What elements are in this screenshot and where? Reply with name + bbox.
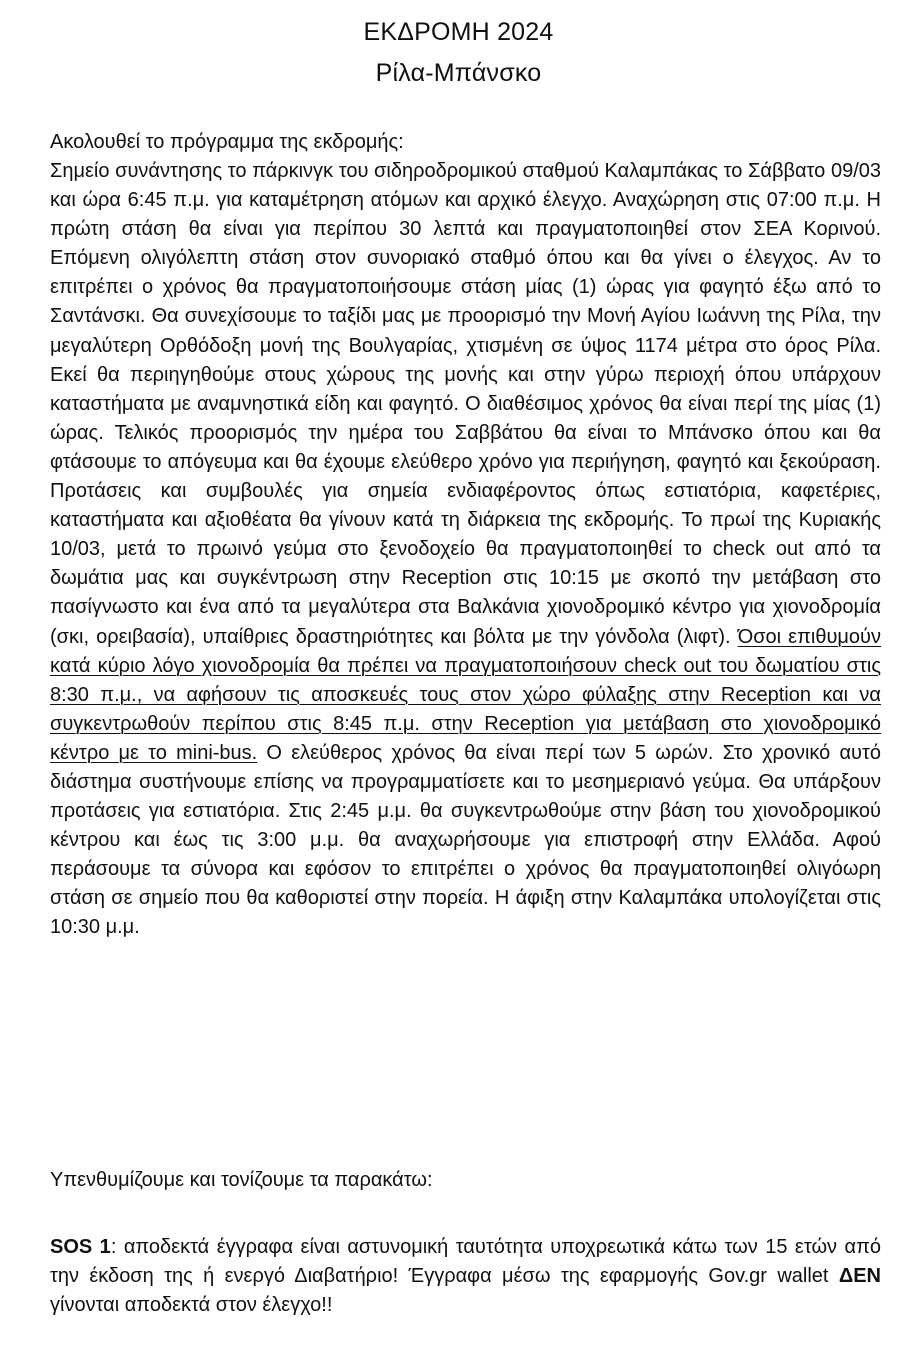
document-title: ΕΚΔΡΟΜΗ 2024	[363, 18, 554, 46]
sos-notice	[50, 1233, 881, 1320]
sos-text-1: : αποδεκτά έγγραφα είναι αστυνομική ταυτότητα υποχρεωτικά κάτω των 15 ετών από την έκδοση της ή ενεργό Διαβατήριο! Έγγραφα μέσω της εφαρμογής Gov.gr wallet	[50, 1236, 881, 1288]
sos-label: SOS 1	[50, 1236, 111, 1258]
document-subtitle: Ρίλα-Μπάνσκο	[375, 59, 542, 87]
ski-instructions-underlined: Όσοι επιθυμούν κατά κύριο λόγο χιονοδρομία θα πρέπει να πραγματοποιήσουν check out του δωματίου στις 8:30 π.μ., να αφήσουν τις αποσκευές τους στον χώρο φύλαξης στην Reception και να συγκεντρωθούν περίπου στις 8:45 π.μ. στην Reception για μετάβαση στο χιονοδρομικό κέντρο με το mini-bus.	[50, 625, 881, 764]
program-paragraph	[50, 157, 881, 943]
program-text-part2: Ο ελεύθερος χρόνος θα είναι περί των 5 ωρών. Στο χρονικό αυτό διάστημα συστήνουμε επίσης να προγραμματίσετε και το μεσημεριανό γεύμα. Θα υπάρξουν προτάσεις για εστιατόρια. Στις 2:45 μ.μ. θα συγκεντρωθούμε στην βάση του χιονοδρομικού κέντρου και έως τις 3:00 μ.μ. θα αναχωρήσουμε για επιστροφή στην Ελλάδα. Αφού περάσουμε τα σύνορα και εφόσον το επιτρέπει ο χρόνος θα πραγματοποιηθεί ολιγόωρη στάση σε σημείο που θα καθοριστεί στην πορεία. Η άφιξη στην Καλαμπάκα υπολογίζεται στις 10:30 μ.μ.	[50, 741, 881, 939]
sos-bold-word: ΔΕΝ	[838, 1265, 881, 1288]
program-intro: Ακολουθεί το πρόγραμμα της εκδρομής:	[50, 131, 404, 153]
program-text-part1: Σημείο συνάντησης το πάρκινγκ του σιδηροδρομικού σταθμού Καλαμπάκας το Σάββατο 09/03 και ώρα 6:45 π.μ. για καταμέτρηση ατόμων και αρχικό έλεγχο. Αναχώρηση στις 07:00 π.μ. Η πρώτη στάση θα είναι για περίπου 30 λεπτά και πραγματοποιηθεί στον ΣΕΑ Κορινού. Επόμενη ολιγόλεπτη στάση στον συνοριακό σταθμό όπου και θα γίνει ο έλεγχος. Αν το επιτρέπει ο χρόνος θα πραγματοποιήσουμε στάση μίας (1) ώρας για φαγητό έξω από το Σαντάνσκι. Θα συνεχίσουμε το ταξίδι μας με προορισμό την Μονή Αγίου Ιωάννη της Ρίλα, την μεγαλύτερη Ορθόδοξη μονή της Βουλγαρίας, χτισμένη σε ύψος 1174 μέτρα στο όρος Ρίλα. Εκεί θα περιηγηθούμε στους χώρους της μονής και στην γύρω περιοχή όπου υπάρχουν καταστήματα με αναμνηστικά είδη και φαγητό. Ο διαθέσιμος χρόνος θα είναι περί της μίας (1) ώρας. Τελικός προορισμός την ημέρα του Σαββάτου θα είναι το Μπάνσκο όπου και θα φτάσουμε το απόγευμα και θα έχουμε ελεύθερο χρόνο για περιήγηση, φαγητό και ξεκούραση. Προτάσεις και συμβουλές για σημεία ενδιαφέροντος όπως εστιατόρια, καφετέριες, καταστήματα και αξιοθέατα θα γίνουν κατά τη διάρκεια της εκδρομής. Το πρωί της Κυριακής 10/03, μετά το πρωινό γεύμα στο ξενοδοχείο θα πραγματοποιηθεί το check out από τα δωμάτια μας και συγκέντρωση στην Reception στις 10:15 με σκοπό την μετάβαση στο πασίγνωστο και ένα από τα μεγαλύτερα στα Βαλκάνια χιονοδρομικό κέντρο για χιονοδρομία (σκι, ορειβασία), υπαίθριες δραστηριότητες και βόλτα με την γόνδολα (λιφτ).	[50, 160, 881, 648]
reminder-heading: Υπενθυμίζουμε και τονίζουμε τα παρακάτω:	[50, 1169, 433, 1191]
sos-text-2: γίνονται αποδεκτά στον έλεγχο!!	[50, 1294, 333, 1317]
